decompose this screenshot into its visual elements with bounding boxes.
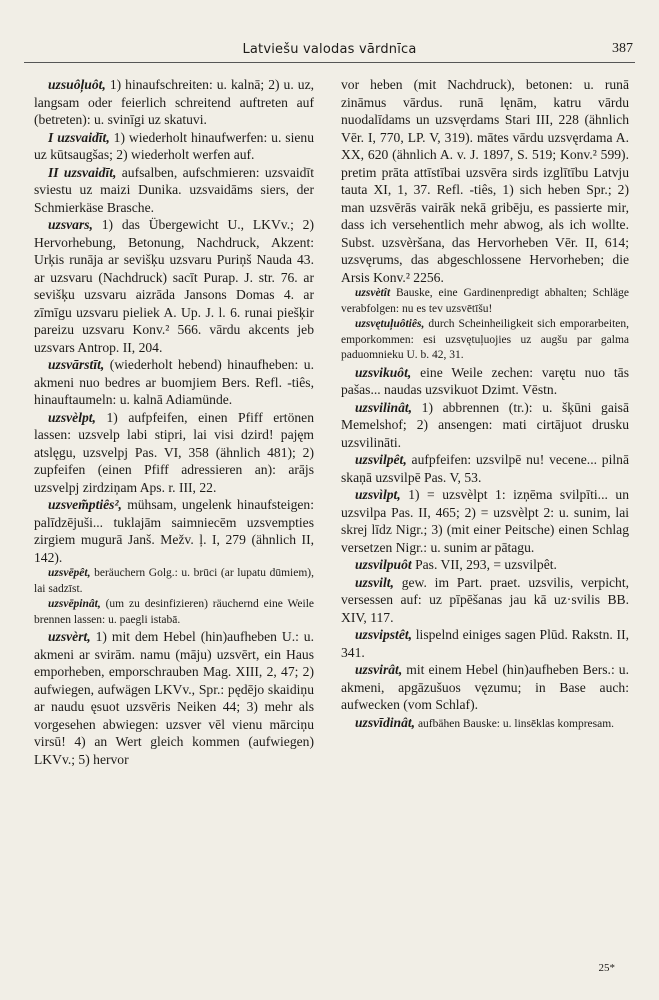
dictionary-entry: [341, 574, 629, 627]
entry-headword: uzsvirât,: [355, 662, 403, 677]
entry-headword: uzsvètît: [355, 287, 391, 299]
entry-headword: uzsuôļuôt,: [48, 77, 106, 92]
entry-headword: uzsvèlpt,: [48, 409, 96, 425]
entry-headword: uzsvìlpt,: [355, 487, 401, 502]
entry-headword: uzsvārstīt,: [48, 357, 105, 372]
entry-definition: durch Scheinheiligkeit sich emporarbeiten, emporkommen: esi uzsvętuļuojies uz augšu par galma paduomnieku U. b. 42, 31.: [341, 318, 629, 361]
entry-headword: uzsvipstêt,: [355, 627, 413, 642]
dictionary-entry: [341, 451, 629, 486]
entry-headword: II uzsvaidīt,: [48, 164, 117, 180]
dictionary-entry: [34, 566, 314, 597]
dictionary-entry: [341, 714, 629, 734]
right-column: [341, 76, 629, 733]
entry-definition: aufsalben, aufschmieren: uzsvaidīt sviestu uz maizi Dunika. uzsvaidāms siers, der Schmierkäse Brasche.: [34, 164, 314, 215]
entry-definition: 1) = uzsvèlpt 1: izņēma svilpīti... un uzsvilpa Pas. II, 465; 2) = uzsvèlpt 2: u. sunim, lai skrej līdz Nigr.; 3) (mit einer Peitsche) einen Schlag versetzen Nigr.: u. sunim ar pātagu.: [341, 487, 629, 555]
entry-definition: (um zu desinfizieren) räuchernd eine Weile brennen lassen: u. paegli istabā.: [34, 598, 314, 626]
entry-definition: 1) mit dem Hebel (hin)aufheben U.: u. akmeni ar svirām. namu (māju) uzsvērt, ein Haus emporheben, emporschrauben Mag. XIII, 2, 47; 2) aufwiegen, aufwägen LKVv., Spr.: pędējo skaidiņu ar naudu ęsuot uzsvēris Neiken 44; 3) mehr als vorgesehen abwiegen: uzsver vēl vienu mārciņu virsū! 4) an Wert gleich kommen (aufwiegen) LKVv.; 5) hervor: [34, 629, 314, 767]
entry-definition: lispelnd einiges sagen Plūd. Rakstn. II, 341.: [341, 627, 629, 660]
entry-definition: mit einem Hebel (hin)aufheben Bers.: u. akmeni, apgāzušuos vęzumu; in Base auch: aufwecken (vom Schlaf).: [341, 662, 629, 712]
dictionary-entry: [341, 317, 629, 364]
dictionary-entry: [341, 661, 629, 714]
dictionary-entry: [341, 486, 629, 556]
entry-definition: gew. im Part. praet. uzsvilis, verpicht, versessen auf: uz pīpēšanas jau kā uz·svilis BB. XIV, 117.: [341, 574, 629, 625]
entry-definition: vor heben (mit Nachdruck), betonen: u. runā zināmus vārdus. runā lęnām, katru vārdu nuodalīdams un uzsvęrdams Stari III, 228 (ähnlich Vēr. I, 770, LP. V, 319). mātes vārdu uzsvęrdama A. XX, 620 (ähnlich A. v. J. 1897, S. 519; Konv.² 599). pretim prāta attīstībai uzsvēra sirds izglītību Latvju tauta XI, 1, 37. Refl. -tiês, 1) sich heben Spr.; 2) man uzsvērās vairāk nekā gribēju, es passierte mir, dass ich versehentlich mehr abwog, als ich wollte. Subst. uzsvèršana, das Hervorheben Vēr. II, 614; uzsvęrums, das abgeschlossene Hervorheben; die Arsis Konv.² 2256.: [341, 77, 629, 285]
dictionary-entry: [34, 216, 314, 356]
dictionary-entry: [341, 626, 629, 661]
entry-definition: (wiederholt hebend) hinaufheben: u. akmeni nuo bedres ar buomjiem Bers. Refl. -tiês, hinauftaumeln: u. kalnā Adiamünde.: [34, 357, 314, 407]
entry-headword: uzsvilinât,: [355, 399, 413, 415]
entry-definition: beräuchern Golg.: u. brūci (ar lupatu dūmiem), lai sadzīst.: [34, 567, 314, 595]
page-number: 387: [612, 41, 633, 56]
dictionary-entry: [34, 76, 314, 129]
entry-definition: Bauske, eine Gardinenpredigt abhalten; Schläge verabfolgen: nu es tev uzsvētīšu!: [341, 287, 629, 315]
entry-headword: uzsvilt,: [355, 574, 394, 590]
dictionary-entry: [34, 129, 314, 164]
entry-definition: Pas. VII, 293, = uzsvilpêt.: [411, 557, 557, 572]
dictionary-entry: [341, 556, 629, 574]
entry-headword: uzsvèrt,: [48, 629, 91, 644]
dictionary-entry: [341, 364, 629, 399]
dictionary-entry: [34, 628, 314, 768]
entry-definition: aufbähen Bauske: u. linsēklas kompresam.: [415, 717, 615, 730]
entry-headword: uzsvēpêt,: [48, 567, 91, 579]
left-column: [34, 76, 314, 768]
entry-headword: I uzsvaidīt,: [48, 129, 110, 145]
entry-headword: uzsvars,: [48, 217, 93, 232]
dictionary-entry: [341, 76, 629, 286]
entry-definition: 1) aufpfeifen, einen Pfiff ertönen lassen: uzsvelp labi stipri, lai visi dzird! pajęm atslęgu, uzsvelpj Pas. VI, 358 (ähnlich 481); 2) zupfeifen (einen Pfiff adressieren an): arājs uzsvelpj zirdziņam Aps. r. III, 22.: [34, 409, 314, 495]
entry-definition: 1) hinaufschreiten: u. kalnā; 2) u. uz, langsam oder feierlich schreitend auftreten auf (betreten): u. svinīgi uz skatuvi.: [34, 77, 314, 127]
dictionary-entry: [34, 356, 314, 409]
entry-definition: 1) abbrennen (tr.): u. šķūni gaisā Memelshof; 2) ansengen: mati cirtājuot drusku uzsvilināti.: [341, 399, 629, 450]
entry-headword: uzsvīdinât,: [355, 714, 416, 730]
dictionary-entry: [34, 409, 314, 497]
entry-headword: uzsvem̃ptiês²,: [48, 497, 122, 512]
entry-headword: uzsvętuļuôtiês,: [355, 318, 425, 330]
page-header: [24, 40, 635, 63]
entry-headword: uzsvikuôt,: [355, 364, 412, 380]
entry-headword: uzsvēpinât,: [48, 598, 101, 610]
dictionary-entry: [341, 399, 629, 452]
entry-definition: mühsam, ungelenk hinaufsteigen: palīdzējuši... tuklajām saimniecēm uzsvempties zirgiem mugurā Janš. Mežv. ļ. I, 279 (ähnlich II, 142).: [34, 497, 314, 565]
running-title: Latviešu valodas vārdnīca: [242, 42, 417, 57]
entry-headword: uzsvilpêt,: [355, 452, 407, 467]
dictionary-entry: [341, 286, 629, 317]
entry-definition: eine Weile zechen: varętu nuo tās pašas... naudas uzsvikuot Dzimt. Vēstn.: [341, 364, 629, 397]
dictionary-entry: [34, 164, 314, 217]
dictionary-entry: [34, 496, 314, 566]
entry-definition: 1) wiederholt hinaufwerfen: u. sienu uz kūtsaugšas; 2) wiederholt werfen auf.: [34, 129, 315, 162]
entry-definition: 1) das Übergewicht U., LKVv.; 2) Hervorhebung, Betonung, Nachdruck, Akzent: Urķis runāja ar sevišķu uzsvaru Puriņš Nauda 43. ar uzsvaru (Nachdruck) sacīt Purap. J. str. 76. ar sevišķu uzsvaru aizrāda Jansons Domas 4. ar zīmīgu uzsvaru pieliek A. Up. J. l. 6. runai piešķir pareizu uzsvaru Konv.² 566. vārdu akcents jeb uzsvars Antrop. II, 204.: [34, 217, 314, 355]
printer-signature: 25*: [598, 962, 615, 974]
entry-headword: uzsvilpuôt: [355, 557, 412, 572]
entry-definition: aufpfeifen: uzsvilpē nu! vecene... pilnā skaņā uzsvilpē Pas. V, 53.: [341, 452, 629, 485]
dictionary-entry: [34, 597, 314, 628]
